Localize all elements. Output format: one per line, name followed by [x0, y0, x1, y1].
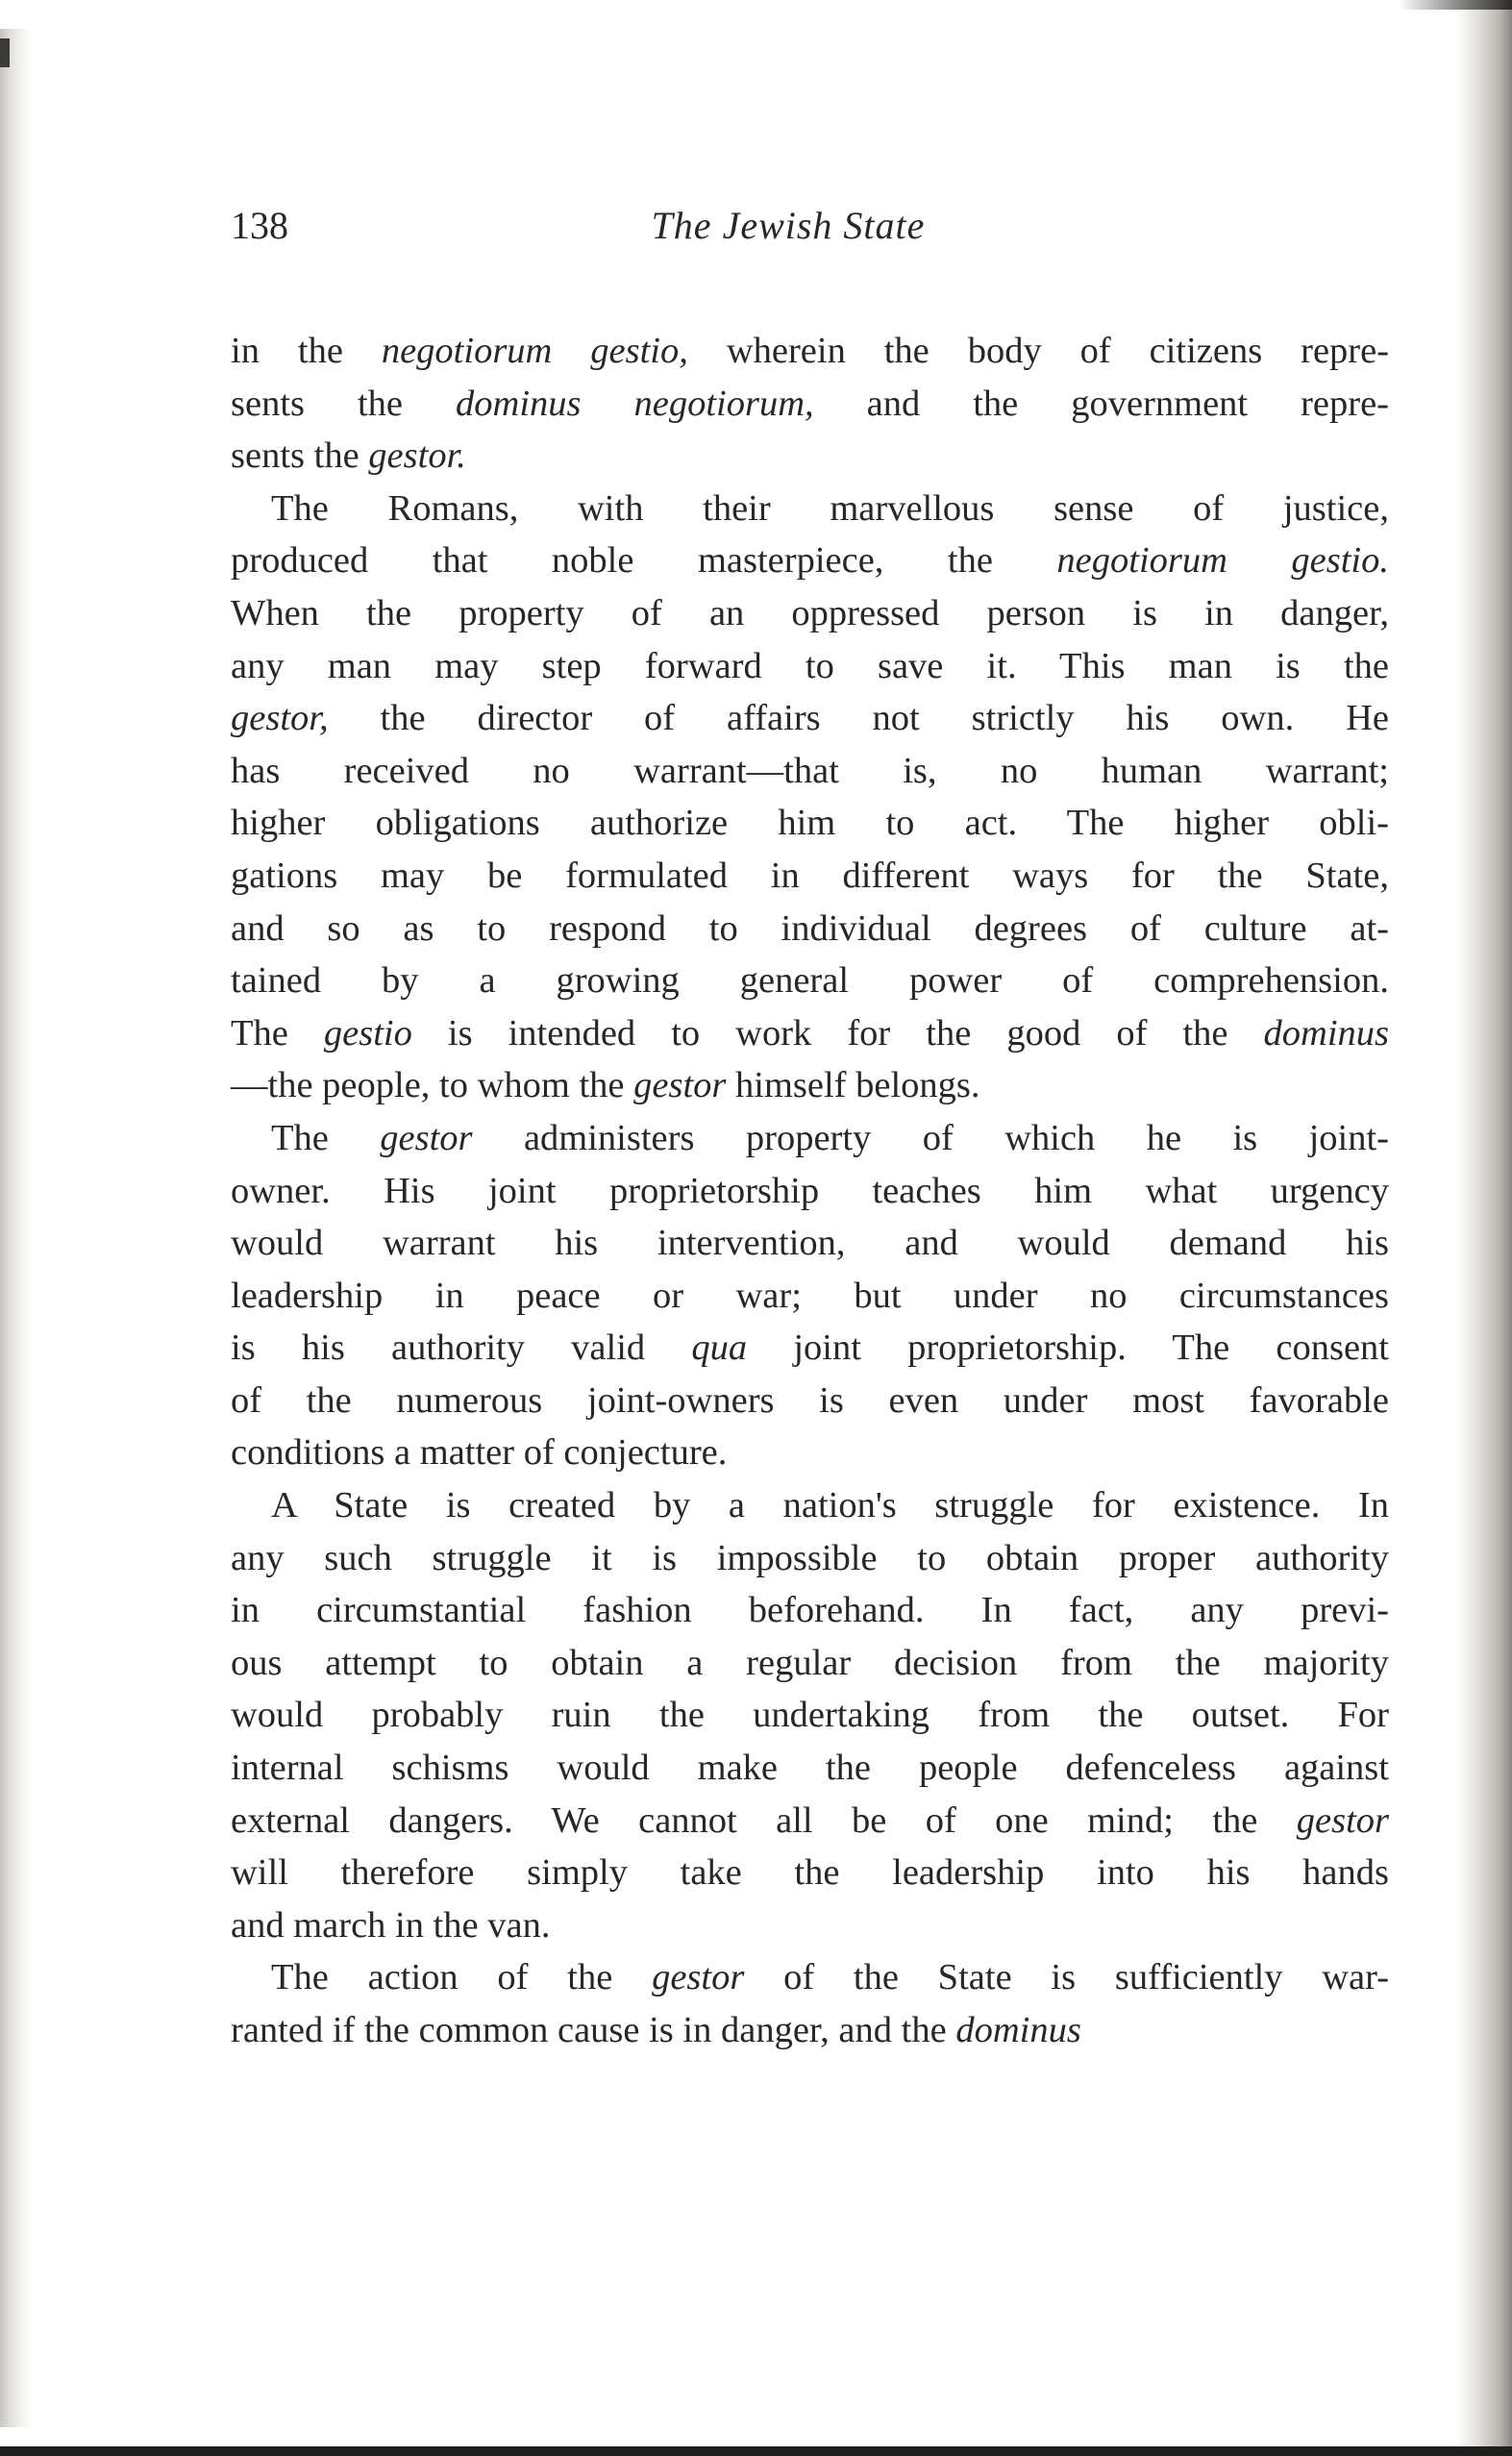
text-run: sents the	[231, 383, 457, 424]
text-run: external dangers. We cannot all be of one mind; the	[231, 1799, 1297, 1841]
text-run: in circumstantial fashion beforehand. In fact, any previ-	[231, 1590, 1389, 1631]
text-run: When the property of an oppressed person is in danger,	[231, 592, 1389, 633]
italic-term: dominus	[1263, 1012, 1389, 1054]
text-run: in the	[231, 331, 382, 371]
text-line	[231, 1795, 1389, 1848]
text-line	[231, 1322, 1389, 1375]
top-left-scan-edge	[0, 38, 10, 67]
italic-term: gestor	[1296, 1799, 1389, 1841]
text-line	[231, 534, 1389, 587]
text-line	[231, 1847, 1389, 1899]
text-run: any man may step forward to save it. This man is the	[231, 645, 1389, 686]
text-run: and the government repre-	[813, 383, 1389, 424]
italic-term: qua	[691, 1327, 748, 1369]
text-run: sents the	[231, 435, 369, 477]
text-run: any such struggle it is impossible to obtain proper authority	[231, 1537, 1389, 1578]
text-line	[231, 1479, 1389, 1532]
body-text	[231, 325, 1389, 2057]
italic-term: gestor	[380, 1117, 473, 1158]
text-run: leadership in peace or war; but under no circumstances	[231, 1275, 1389, 1316]
text-run: The	[271, 1117, 381, 1158]
italic-term: gestio	[323, 1012, 412, 1054]
bottom-scan-edge	[0, 2446, 1512, 2456]
text-run: The action of the	[271, 1957, 653, 1998]
text-line	[231, 2004, 1389, 2057]
text-run: is intended to work for the good of the	[411, 1012, 1264, 1054]
italic-term: gestor	[652, 1957, 745, 1998]
text-line	[231, 1426, 1389, 1479]
paragraph	[231, 325, 1389, 483]
text-line	[231, 955, 1389, 1007]
text-line	[231, 378, 1389, 431]
text-line	[231, 1112, 1389, 1165]
text-line	[231, 850, 1389, 903]
right-edge-shadow	[1456, 0, 1512, 2456]
text-line	[231, 692, 1389, 745]
text-line	[231, 1270, 1389, 1323]
text-line	[231, 1165, 1389, 1218]
text-run: wherein the body of citizens repre-	[687, 331, 1390, 371]
text-line	[231, 1584, 1389, 1637]
page-header	[231, 197, 1394, 255]
italic-term: gestor	[633, 1065, 727, 1106]
text-run: and march in the van.	[231, 1904, 551, 1946]
text-run: administers property of which he is joint-	[472, 1117, 1389, 1158]
running-title: The Jewish State	[651, 204, 926, 247]
text-run: owner. His joint proprietorship teaches him what urgency	[231, 1170, 1389, 1211]
italic-term: dominus	[955, 2010, 1081, 2050]
text-run: joint proprietorship. The consent	[747, 1327, 1390, 1369]
text-line	[231, 1689, 1389, 1742]
italic-term: gestor.	[368, 435, 466, 477]
text-run: is his authority valid	[231, 1327, 692, 1369]
text-run: would warrant his intervention, and would demand his	[231, 1223, 1389, 1264]
italic-term: negotiorum gestio,	[381, 331, 688, 371]
italic-term: negotiorum gestio.	[1056, 540, 1389, 582]
text-line	[231, 1375, 1389, 1427]
text-line	[231, 1059, 1389, 1112]
text-run: will therefore simply take the leadership into his hands	[231, 1852, 1389, 1894]
left-gutter-shadow	[0, 29, 33, 2427]
text-run: the director of affairs not strictly his own. He	[328, 698, 1389, 739]
text-line	[231, 1007, 1389, 1060]
text-line	[231, 483, 1389, 535]
text-run: A State is created by a nation's struggle for existence. In	[271, 1485, 1389, 1526]
text-line	[231, 1532, 1389, 1585]
italic-term: dominus negotiorum,	[456, 383, 814, 424]
text-line	[231, 797, 1389, 850]
paragraph	[231, 1479, 1389, 1951]
text-run: —the people, to whom the	[231, 1065, 634, 1106]
text-run: ous attempt to obtain a regular decision from the majority	[231, 1642, 1389, 1683]
top-right-scan-edge	[1399, 0, 1512, 10]
text-run: produced that noble masterpiece, the	[231, 540, 1057, 582]
paragraph	[231, 483, 1389, 1112]
text-line	[231, 1217, 1389, 1270]
text-run: ranted if the common cause is in danger, and the	[231, 2010, 956, 2050]
page-number: 138	[231, 204, 288, 247]
text-line	[231, 587, 1389, 640]
text-line	[231, 325, 1389, 378]
text-run: has received no warrant—that is, no human warrant;	[231, 750, 1389, 791]
text-line	[231, 640, 1389, 693]
text-line	[231, 1951, 1389, 2004]
text-run: himself belongs.	[726, 1065, 980, 1106]
text-run: tained by a growing general power of comprehension.	[231, 960, 1389, 1002]
text-run: conditions a matter of conjecture.	[231, 1432, 728, 1474]
text-run: internal schisms would make the people defenceless against	[231, 1748, 1389, 1789]
paragraph	[231, 1951, 1389, 2056]
text-run: of the numerous joint-owners is even under most favorable	[231, 1379, 1389, 1421]
text-run: gations may be formulated in different ways for the State,	[231, 855, 1389, 896]
text-line	[231, 745, 1389, 798]
text-run: and so as to respond to individual degrees of culture at-	[231, 907, 1389, 949]
paragraph	[231, 1112, 1389, 1479]
text-line	[231, 1637, 1389, 1690]
italic-term: gestor,	[231, 698, 329, 739]
text-line	[231, 1742, 1389, 1795]
text-line	[231, 903, 1389, 955]
text-run: would probably ruin the undertaking from the outset. For	[231, 1695, 1389, 1736]
text-run: The	[231, 1012, 324, 1054]
text-run: higher obligations authorize him to act. The higher obli-	[231, 803, 1389, 844]
text-line	[231, 1899, 1389, 1952]
text-run: of the State is sufficiently war-	[744, 1957, 1390, 1998]
text-line	[231, 430, 1389, 483]
text-run: The Romans, with their marvellous sense of justice,	[271, 487, 1389, 529]
